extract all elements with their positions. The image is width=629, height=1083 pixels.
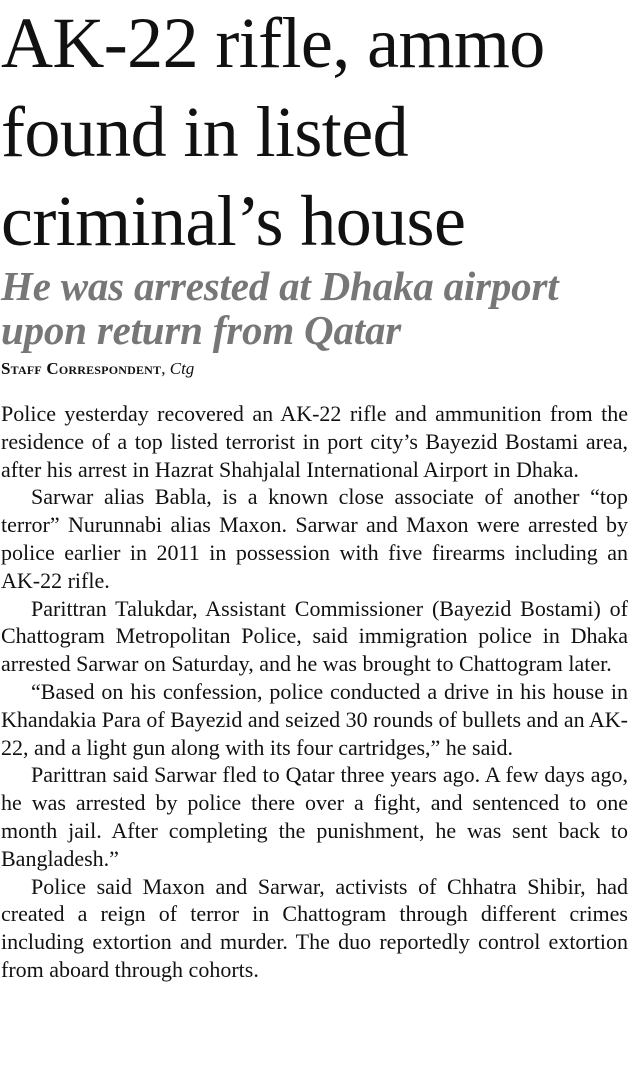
body-paragraph: Police said Maxon and Sarwar, activists of Chhatra Shibir, had created a reign of terror in Chattogram through different crimes including extortion and murder. The duo reportedly control extortion from aboard through cohorts. [1,873,628,982]
byline-separator: , [161,359,170,378]
article-headline: AK-22 rifle, ammo found in listed criminal’s house [1,3,545,261]
body-paragraph: Parittran Talukdar, Assistant Commissioner (Bayezid Bostami) of Chattogram Metropolitan Police, said immigration police in Dhaka arrested Sarwar on Saturday, and he was brought to Chattogram later. [1,595,628,677]
byline-location: Ctg [169,359,195,378]
article-subheadline: He was arrested at Dhaka airport upon return from Qatar [1,263,559,353]
byline-author: Staff Correspondent [1,359,162,378]
body-paragraph: Police yesterday recovered an AK-22 rifle and ammunition from the residence of a top listed terrorist in port city’s Bayezid Bostami area, after his arrest in Hazrat Shahjalal International Airport in Dhaka. [1,401,628,482]
body-paragraph: Sarwar alias Babla, is a known close associate of another “top terror” Nurunnabi alias Maxon. Sarwar and Maxon were arrested by police earlier in 2011 in possession with five firearms including an AK-22 rifle. [1,484,628,593]
article-body [1,400,628,984]
body-paragraph: Parittran said Sarwar fled to Qatar three years ago. A few days ago, he was arrested by police there over a fight, and sentenced to one month jail. After completing the punishment, he was sent back to Bangladesh.” [1,762,628,871]
article-byline [1,358,628,380]
body-paragraph: “Based on his confession, police conducted a drive in his house in Khandakia Para of Bayezid and seized 30 rounds of bullets and an AK-22, and a light gun along with its four cartridges,” he said. [1,678,628,760]
